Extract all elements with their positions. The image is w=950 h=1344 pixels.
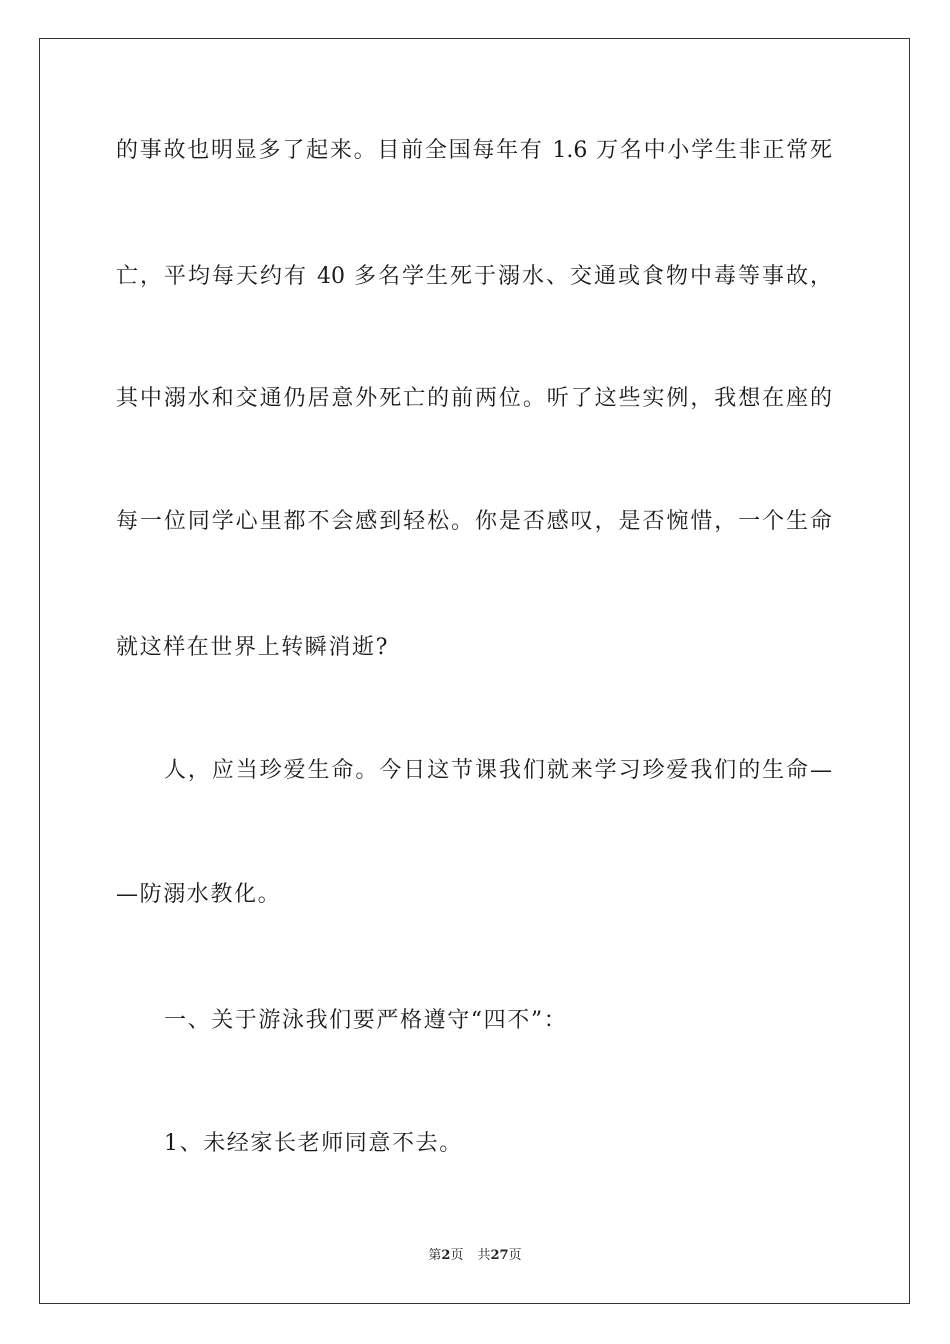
page-number: 2 (441, 1248, 451, 1263)
total-suffix: 页 (508, 1248, 522, 1263)
paragraph-line-5: 就这样在世界上转瞬消逝? (116, 635, 389, 660)
paragraph-line-2: 亡，平均每天约有 40 多名学生死于溺水、交通或食物中毒等事故， (116, 264, 832, 289)
total-prefix: 共 (477, 1248, 491, 1263)
paragraph-line-7: —防溺水教化。 (116, 882, 282, 907)
section-heading: 一、关于游泳我们要严格遵守“四不”： (164, 1008, 568, 1033)
paragraph-line-6: 人，应当珍爱生命。今日这节课我们就来学习珍爱我们的生命— (164, 758, 832, 783)
paragraph-line-4: 每一位同学心里都不会感到轻松。你是否感叹，是否惋惜，一个生命 (116, 509, 832, 534)
total-pages: 27 (490, 1248, 509, 1263)
paragraph-line-3: 其中溺水和交通仍居意外死亡的前两位。听了这些实例，我想在座的 (116, 386, 832, 411)
page-suffix: 页 (450, 1248, 464, 1263)
paragraph-line-1: 的事故也明显多了起来。目前全国每年有 1.6 万名中小学生非正常死 (116, 138, 832, 163)
page-footer (0, 1247, 950, 1265)
page-prefix: 第 (428, 1248, 442, 1263)
page-frame (39, 38, 910, 1304)
list-item: 1、未经家长老师同意不去。 (164, 1131, 463, 1156)
